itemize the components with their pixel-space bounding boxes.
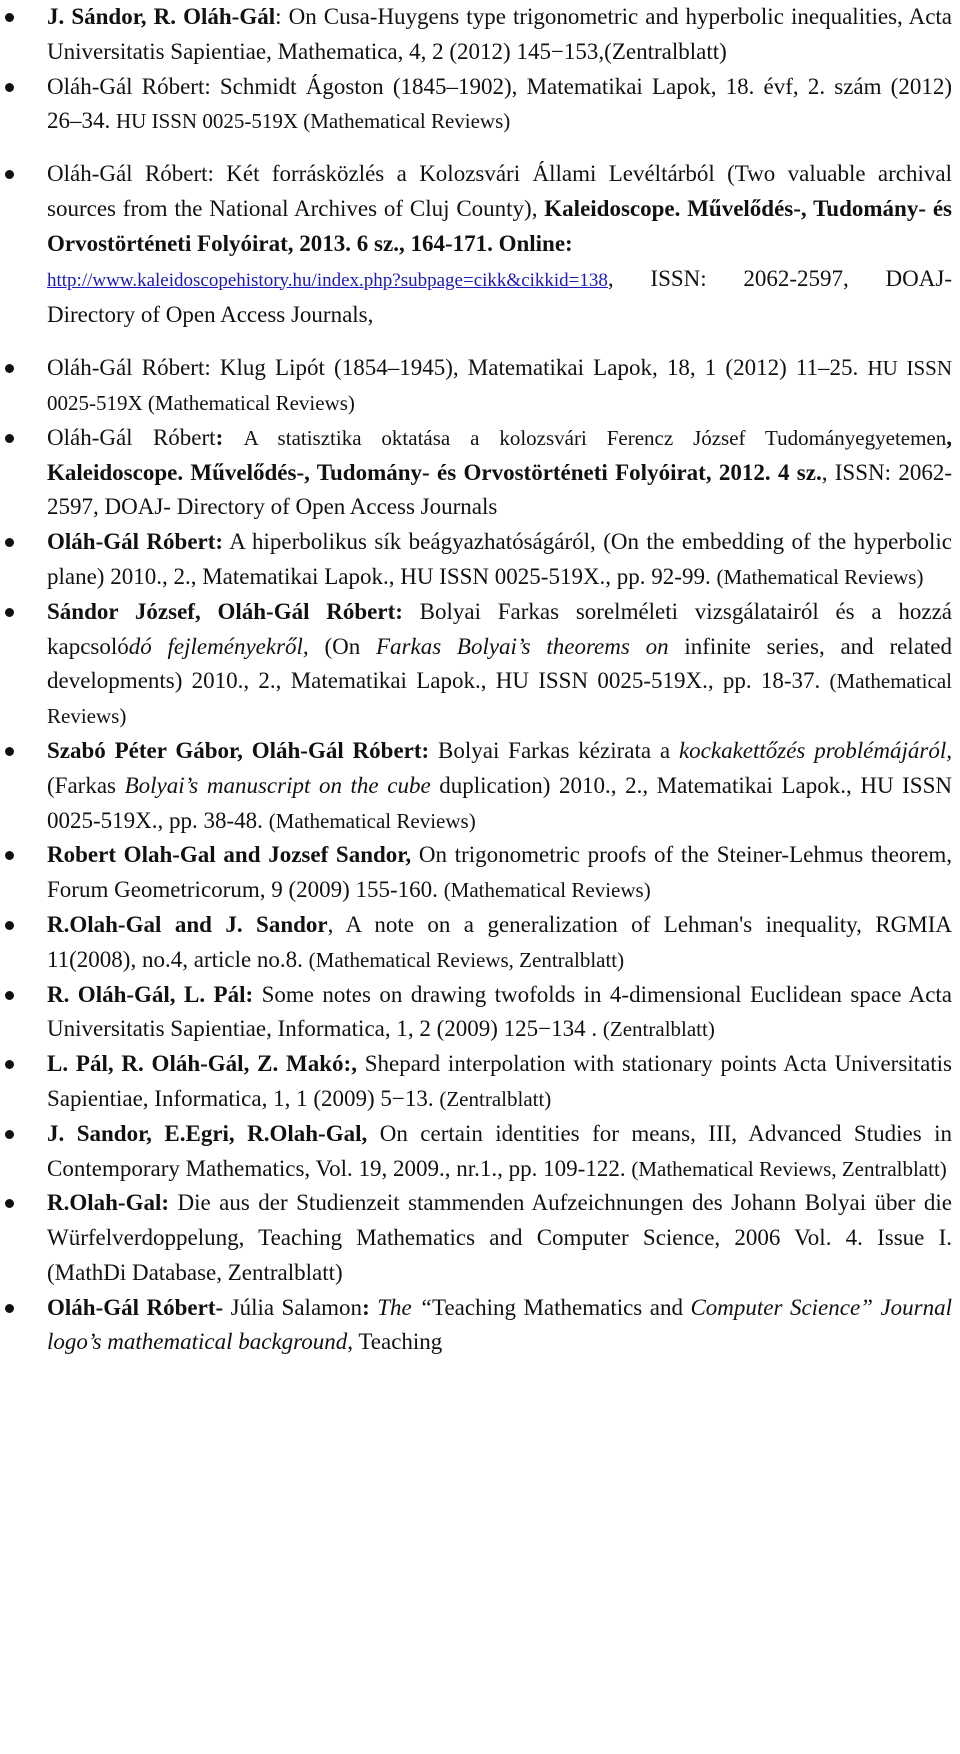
reference-authors-bold: J. Sándor, R. Oláh-Gál (47, 4, 276, 29)
bullet-icon (5, 170, 14, 179)
reference-authors-bold: : (215, 424, 224, 450)
reference-text: On trigonometric proofs of the Steiner-Lehmus theorem, Forum Geometricorum, 9 (2009) 155-160. (47, 842, 952, 903)
reference-text: Oláh-Gál Róbert (47, 424, 216, 450)
reference-text (223, 425, 243, 450)
reference-authors-bold: J. Sandor, E.Egri, R.Olah-Gal, (47, 1120, 368, 1146)
bullet-icon (5, 538, 14, 547)
bullet-icon (5, 851, 14, 860)
reference-text: , ISSN: 2062-2597, DOAJ- Directory of Open Access Journals, (47, 265, 952, 328)
bullet-icon (5, 13, 14, 22)
reference-text: Some notes on drawing twofolds in 4-dimensional Euclidean space Acta Universitatis Sapientiae, Informatica, 1, 2 (2009) 125−134 . (47, 981, 953, 1042)
reference-text: infinite series, and related developments) 2010., 2., Matematikai Lapok., HU ISSN 0025-519X., pp. 18-37. (47, 633, 953, 694)
reference-text: Bolyai Farkas kézirata a (429, 737, 679, 763)
reference-item (0, 421, 960, 525)
reference-index-note: A statisztika oktatása a kolozsvári Ferencz József Tudományegyetemen (243, 425, 947, 450)
reference-authors-bold: Oláh-Gál Róbert: (47, 529, 224, 555)
bullet-icon (5, 1199, 14, 1208)
reference-authors-bold: R.Olah-Gal and J. Sandor (47, 911, 328, 937)
reference-item (0, 70, 960, 140)
reference-authors-bold: L. Pál, R. Oláh-Gál, Z. Makó:, (47, 1051, 357, 1077)
reference-item (0, 0, 960, 70)
reference-item (0, 978, 960, 1048)
reference-item (0, 351, 960, 421)
reference-text: , ISSN: 2062-2597, DOAJ- Directory of Open Access Journals (47, 459, 952, 520)
reference-text: , A note on a generalization of Lehman's inequality, RGMIA 11(2008), no.4, article no.8. (47, 911, 953, 972)
reference-title-italic: Bolyai’s manuscript on the cube (124, 772, 431, 798)
bullet-icon (5, 1130, 14, 1139)
reference-text: Teaching Mathematics and (432, 1294, 691, 1320)
reference-item (0, 1117, 960, 1187)
bullet-icon (5, 83, 14, 92)
reference-text: Bolyai Farkas sorelméleti vizsgálatairól és a hozzá kapcsoló (47, 598, 952, 659)
reference-title-italic: Farkas Bolyai’s theorems on (375, 633, 669, 659)
reference-text: Júlia Salamon (223, 1294, 363, 1320)
bullet-icon (5, 364, 14, 373)
reference-authors-bold: R.Olah-Gal: (47, 1190, 170, 1216)
reference-text: (Farkas (47, 772, 125, 798)
reference-index-note: (Zentralblatt) (439, 1086, 552, 1111)
reference-text: Shepard interpolation with stationary points Acta Universitatis Sapientiae, Informatica, 1, 1 (2009) 5−13. (47, 1051, 953, 1111)
reference-item (0, 157, 960, 333)
reference-text: A hiperbolikus sík beágyazhatóságáról, (On the embedding of the hyperbolic plane) 2010., 2., Matematikai Lapok., HU ISSN 0025-519X., pp. 92-99. (47, 529, 952, 589)
reference-item (0, 838, 960, 908)
reference-title-italic: Computer Science” Journal logo’s mathematical background (47, 1294, 952, 1355)
reference-authors-bold: : (362, 1294, 370, 1320)
reference-item (0, 595, 960, 734)
bullet-icon (5, 1060, 14, 1069)
reference-text: Oláh-Gál Róbert: Két forrásközlés a Kolozsvári Állami Levéltárból (Two valuable archival sources from the National Archives of Cluj County), (47, 161, 952, 221)
reference-title-italic: The “ (377, 1294, 433, 1320)
reference-authors-bold: Sándor József, Oláh-Gál Róbert: (47, 598, 403, 624)
bullet-icon (5, 991, 14, 1000)
reference-item (0, 734, 960, 838)
reference-link[interactable]: http://www.kaleidoscopehistory.hu/index.php?subpage=cikk&cikkid=138 (47, 269, 608, 291)
reference-index-note: (Mathematical Reviews) (268, 808, 476, 833)
reference-index-note: HU ISSN 0025-519X (Mathematical Reviews) (47, 356, 952, 415)
bullet-icon (5, 1304, 14, 1313)
reference-item (0, 1186, 960, 1290)
reference-authors-bold: Oláh-Gál Róbert- (47, 1294, 224, 1320)
reference-text: On certain identities for means, III, Advanced Studies in Contemporary Mathematics, Vol. 19, 2009., nr.1., pp. 109-122. (47, 1120, 952, 1181)
reference-index-note: (Zentralblatt) (602, 1017, 715, 1042)
reference-authors-bold: R. Oláh-Gál, L. Pál: (47, 981, 254, 1007)
reference-authors-bold: Robert Olah-Gal and Jozsef Sandor, (47, 842, 412, 868)
reference-index-note: (Mathematical Reviews) (716, 564, 924, 589)
bullet-icon (5, 608, 14, 617)
reference-authors-bold: Kaleidoscope. Művelődés-, Tudomány- és Orvostörténeti Folyóirat, 2013. 6 sz., 164-171. Online: (47, 195, 952, 256)
reference-text: , Teaching (347, 1329, 443, 1355)
reference-index-note: (Mathematical Reviews) (443, 878, 651, 903)
bullet-icon (5, 434, 14, 443)
reference-authors-bold: Szabó Péter Gábor, Oláh-Gál Róbert: (47, 737, 430, 763)
reference-item (0, 1291, 960, 1361)
reference-text: Oláh-Gál Róbert: Schmidt Ágoston (1845–1902), Matematikai Lapok, 18. évf, 2. szám (2012) 26–34. (47, 73, 952, 134)
reference-title-italic: kockakettőzés problémájáról, (678, 737, 952, 763)
reference-index-note: (Mathematical Reviews) (47, 669, 952, 729)
reference-title-italic: dó fejleményekről, (128, 633, 325, 659)
reference-index-note: (Mathematical Reviews, Zentralblatt) (308, 947, 625, 972)
reference-text: (On (324, 633, 376, 659)
reference-text: Oláh-Gál Róbert: Klug Lipót (1854–1945), Matematikai Lapok, 18, 1 (2012) 11–25. (47, 355, 868, 381)
reference-authors-bold: , Kaleidoscope. Művelődés-, Tudomány- és Orvostörténeti Folyóirat, 2012. 4 sz. (47, 424, 953, 485)
reference-item (0, 1047, 960, 1117)
reference-index-note: HU ISSN 0025-519X (Mathematical Reviews) (116, 109, 511, 134)
reference-text: : On Cusa-Huygens type trigonometric and hyperbolic inequalities, Acta Universitatis Sapientiae, Mathematica, 4, 2 (2012) 145−153,(Zentralblatt) (47, 4, 953, 64)
bullet-icon (5, 921, 14, 930)
reference-item (0, 525, 960, 595)
bullet-icon (5, 747, 14, 756)
reference-text: duplication) 2010., 2., Matematikai Lapok., HU ISSN 0025-519X., pp. 38-48. (47, 772, 953, 833)
reference-index-note: (Mathematical Reviews, Zentralblatt) (631, 1156, 947, 1181)
reference-item (0, 908, 960, 978)
reference-text: Die aus der Studienzeit stammenden Aufzeichnungen des Johann Bolyai über die Würfelverdoppelung, Teaching Mathematics and Computer Science, 2006 Vol. 4. Issue I. (MathDi Database, Zentralblatt) (47, 1190, 952, 1285)
